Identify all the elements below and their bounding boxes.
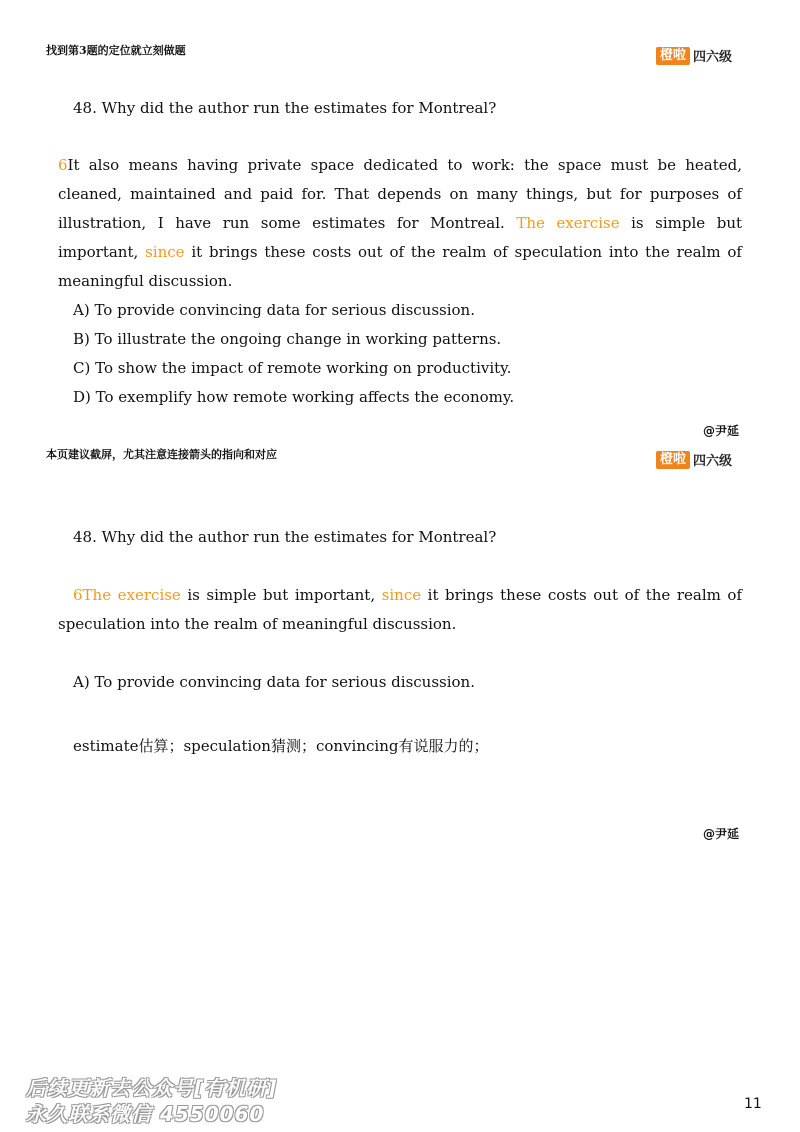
watermark-line-2: 永久联系微信 4550060 xyxy=(26,1102,265,1126)
paragraph-number: 6 xyxy=(58,156,68,174)
passage-excerpt xyxy=(58,581,742,639)
passage-text: is simple but important, xyxy=(180,586,382,604)
highlight-since: since xyxy=(381,586,422,604)
highlight-since: since xyxy=(145,243,185,261)
paragraph-number: 6 xyxy=(73,586,83,604)
brand-logo-1 xyxy=(656,46,732,65)
page-number: 11 xyxy=(744,1096,762,1112)
header-note-2: 本页建议截屏，尤其注意连接箭头的指向和对应 xyxy=(46,448,277,461)
header-note-1: 找到第3题的定位就立刻做题 xyxy=(46,44,186,57)
passage-paragraph-6 xyxy=(58,151,742,296)
brand-name: 四六级 xyxy=(693,50,733,65)
passage-text: it brings these costs out of the realm of speculation into the realm of meaningful discussion. xyxy=(58,243,742,290)
brand-tag: 橙啦 xyxy=(656,451,690,469)
brand-name: 四六级 xyxy=(693,454,733,469)
option-a: A) To provide convincing data for serious discussion. xyxy=(73,301,475,319)
vocabulary-notes: estimate估算；speculation猜测；convincing有说服力的； xyxy=(73,737,489,755)
brand-logo-2 xyxy=(656,450,732,469)
brand-tag: 橙啦 xyxy=(656,47,690,65)
passage-text: it brings these costs out of the realm of speculation into the realm of meaningful discussion. xyxy=(58,586,742,633)
passage-text: is simple but important, xyxy=(58,214,743,261)
highlight-the-exercise: The exercise xyxy=(82,586,181,604)
question-48: 48. Why did the author run the estimates for Montreal? xyxy=(73,99,497,117)
highlight-the-exercise: The exercise xyxy=(516,214,620,232)
options-list xyxy=(73,296,514,412)
option-c: C) To show the impact of remote working on productivity. xyxy=(73,359,512,377)
author-credit-2: @尹延 xyxy=(703,827,740,841)
option-d: D) To exemplify how remote working affects the economy. xyxy=(73,388,515,406)
question-48-repeat: 48. Why did the author run the estimates for Montreal? xyxy=(73,528,497,546)
author-credit-1: @尹延 xyxy=(703,424,740,438)
passage-text: It also means having private space dedicated to work: the space must be heated, cleaned, maintained and paid for. That depends on many things, but for purposes of illustration, I have run some estimates for Montreal. xyxy=(58,156,742,232)
watermark xyxy=(26,1075,277,1127)
answer-option-a: A) To provide convincing data for serious discussion. xyxy=(73,673,475,691)
watermark-line-1: 后续更新去公众号[有机研] xyxy=(26,1076,278,1100)
option-b: B) To illustrate the ongoing change in working patterns. xyxy=(73,330,502,348)
